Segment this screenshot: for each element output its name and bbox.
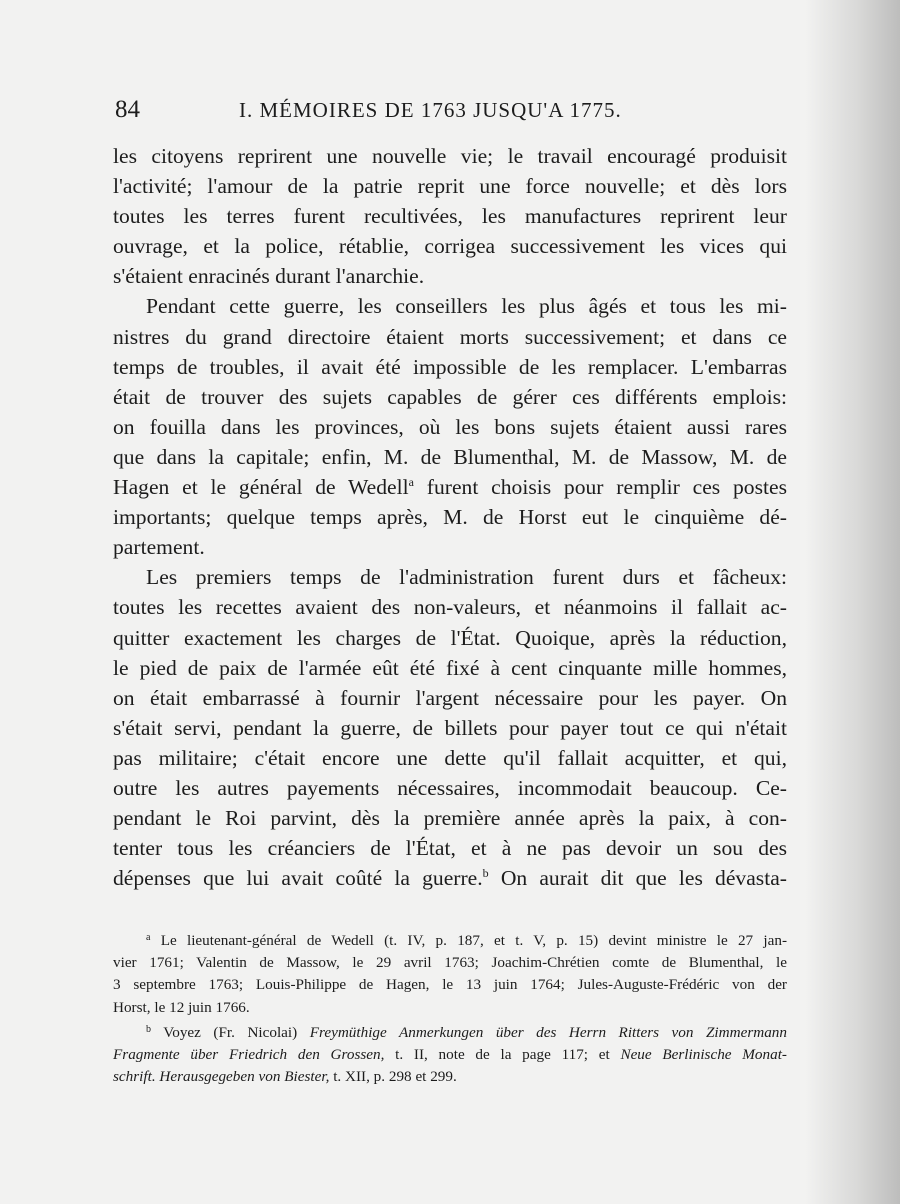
text-line: nistres du grand directoire étaient morts successivement; et dans ce (113, 324, 787, 349)
text-line: s'était servi, pendant la guerre, de billets pour payer tout ce qui n'était (113, 715, 787, 740)
text-line: s'étaient enracinés durant l'anarchie. (113, 264, 425, 289)
footnote-text: t. XII, p. 298 et 299. (333, 1068, 457, 1086)
text-line: quitter exactement les charges de l'État. Quoique, après la réduction, (113, 625, 787, 650)
footnote-line: 3 septembre 1763; Louis-Philippe de Hagen, le 13 juin 1764; Jules-Auguste-Frédéric von der (113, 976, 787, 994)
footnote-line (113, 1044, 787, 1066)
footnote-title-italic: Fragmente über Friedrich den Grossen, (113, 1045, 385, 1063)
footnote-a (113, 930, 787, 1019)
footnotes (113, 930, 787, 1088)
text-line-with-footnote (113, 472, 787, 502)
footnote-line: Horst, le 12 juin 1766. (113, 998, 250, 1016)
text-fragment: furent choisis pour remplir ces postes (426, 475, 787, 500)
running-head: I. MÉMOIRES DE 1763 JUSQU'A 1775. (239, 98, 622, 122)
text-fragment: dépenses que lui avait coûté la guerre. (113, 866, 483, 891)
page-number: 84 (115, 96, 140, 123)
text-line: temps de troubles, il avait été impossible de les remplacer. L'embarras (113, 354, 787, 379)
text-fragment: On aurait dit que les dévasta- (500, 866, 787, 891)
footnote-title-italic: Freymüthige Anmerkungen über des Herrn Ritters von Zimmermann (309, 1023, 787, 1041)
text-line: partement. (113, 535, 205, 560)
text-line: ouvrage, et la police, rétablie, corrigea successivement les vices qui (113, 234, 787, 259)
footnote-b-marker: b (146, 1023, 151, 1035)
text-line: le pied de paix de l'armée eût été fixé à cent cinquante mille hommes, (113, 655, 787, 680)
text-line: outre les autres payements nécessaires, incommodait beaucoup. Ce- (113, 775, 787, 800)
text-line: que dans la capitale; enfin, M. de Blumenthal, M. de Massow, M. de (113, 444, 787, 469)
text-fragment: Hagen et le général de Wedell (113, 475, 409, 500)
text-line: importants; quelque temps après, M. de Horst eut le cinquième dé- (113, 505, 787, 530)
footnote-line (113, 1022, 787, 1044)
page-edge-shadow (805, 0, 900, 1204)
footnote-marker-a[interactable]: a (408, 475, 414, 490)
text-line: tenter tous les créanciers de l'État, et à ne pas devoir un sou des (113, 836, 787, 861)
footnote-line (113, 930, 787, 952)
text-line: on était embarrassé à fournir l'argent nécessaire pour les payer. On (113, 685, 787, 710)
footnote-title-italic: Neue Berlinische Monat- (620, 1045, 787, 1063)
text-line: toutes les recettes avaient des non-valeurs, et néanmoins il fallait ac- (113, 595, 787, 620)
text-line: était de trouver des sujets capables de gérer ces différents emplois: (113, 384, 787, 409)
text-line: on fouilla dans les provinces, où les bons sujets étaient aussi rares (113, 414, 787, 439)
footnote-line (113, 1066, 787, 1088)
text-line: pas militaire; c'était encore une dette qu'il fallait acquitter, et qui, (113, 745, 787, 770)
text-line: pendant le Roi parvint, dès la première année après la paix, à con- (113, 806, 787, 831)
footnote-text: Le lieutenant-général de Wedell (t. IV, p. 187, et t. V, p. 15) devint ministre le 27 jan- (160, 932, 787, 949)
footnote-marker-b[interactable]: b (482, 866, 489, 881)
page-header (113, 96, 785, 136)
main-text (113, 141, 787, 893)
footnote-a-marker: a (146, 932, 151, 943)
footnote-b (113, 1022, 787, 1089)
footnote-text: t. II, note de la page 117; et (395, 1045, 610, 1063)
text-line: Pendant cette guerre, les conseillers les plus âgés et tous les mi- (146, 294, 787, 319)
footnote-title-italic: schrift. Herausgegeben von Biester, (113, 1068, 330, 1086)
text-line: toutes les terres furent recultivées, les manufactures reprirent leur (113, 204, 787, 229)
text-line: Les premiers temps de l'administration furent durs et fâcheux: (146, 565, 787, 590)
footnote-text: Voyez (Fr. Nicolai) (163, 1023, 298, 1041)
footnote-line: vier 1761; Valentin de Massow, le 29 avril 1763; Joachim-Chrétien comte de Blumenthal, le (113, 954, 787, 972)
text-line: l'activité; l'amour de la patrie reprit une force nouvelle; et dès lors (113, 174, 787, 199)
text-line-with-footnote (113, 863, 787, 893)
text-line: les citoyens reprirent une nouvelle vie; le travail encouragé produisit (113, 144, 787, 168)
